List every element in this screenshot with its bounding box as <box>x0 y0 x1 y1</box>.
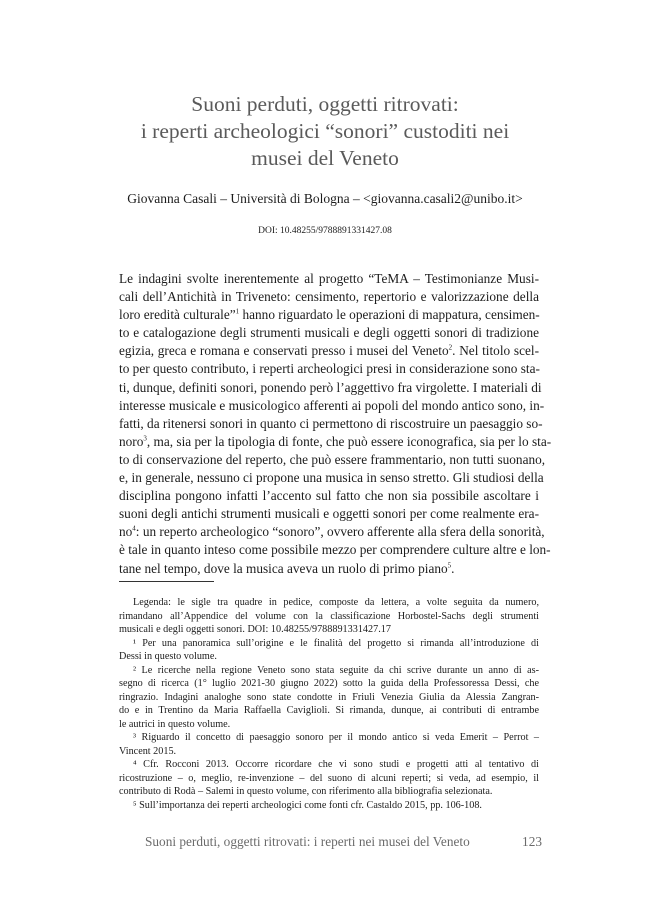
body-line-text: hanno riguardato le operazioni di mappatura, censimen- <box>239 307 540 323</box>
body-line-text: loro eredità culturale” <box>119 307 236 323</box>
body-line <box>119 360 539 378</box>
body-line <box>119 270 539 288</box>
footnote-separator <box>119 581 214 582</box>
body-line <box>119 415 543 433</box>
footnote-reference[interactable]: 3 <box>143 434 147 443</box>
body-line-text: tane nel tempo, dove la musica aveva un ruolo di primo piano <box>119 560 448 576</box>
footnote-line: contributo di Rodà – Salemi in questo volume, con riferimento alla bibliografia selezionata. <box>119 786 493 797</box>
body-line-text: è tale in quanto inteso come possibile mezzo per comprendere culture altre e lon- <box>119 542 551 558</box>
body-line <box>119 523 545 541</box>
footnote-line: rimandano all’Appendice del volume con la classificazione Horbostel-Sachs degli strumenti <box>119 610 539 622</box>
body-line-text: , ma, sia per la tipologia di fonte, che può essere iconografica, sia per lo sta- <box>146 433 552 449</box>
body-line-text: to e catalogazione degli strumenti musicali e degli oggetti sonori di tradizione <box>119 325 539 341</box>
body-line-text: e, in generale, nessuno ci propone una musica in senso stretto. Gli studiosi della <box>119 470 544 486</box>
body-line <box>119 541 551 559</box>
body-line <box>119 451 546 469</box>
body-line-text: : un reperto archeologico “sonoro”, ovvero afferente alla sfera della sonorità, <box>135 524 545 540</box>
title-line: musei del Veneto <box>251 146 399 170</box>
body-paragraph <box>119 270 552 578</box>
body-line-text: no <box>119 524 133 540</box>
running-head: Suoni perduti, oggetti ritrovati: i reperti nei musei del Veneto <box>145 834 470 849</box>
body-line-text: ti, dunque, definiti sonori, ponendo però l’aggettivo fra virgolette. I materiali di <box>119 379 542 395</box>
footnote-line: ringrazio. Indagini analoghe sono state condotte in Friuli Venezia Giulia da Alessia Zangran- <box>119 691 539 703</box>
body-line-text: disciplina pongono infatti l’accento sul fatto che non sia possibile ascoltare i <box>119 488 539 504</box>
footnote-line: ² Le ricerche nella regione Veneto sono stata seguite da chi scrive durante un anno di as- <box>133 664 539 676</box>
footnotes <box>119 596 539 812</box>
title-line: Suoni perduti, oggetti ritrovati: <box>191 92 459 116</box>
body-line <box>119 560 539 578</box>
body-line <box>119 342 539 360</box>
body-line <box>119 288 539 306</box>
footnote-line: do e in Trentino da Maria Raffaella Caviglioli. Si rimanda, dunque, ai contributi di entrambe <box>119 705 539 716</box>
body-line-text: egizia, greca e romana e conservati presso i musei del Veneto <box>119 343 449 359</box>
body-line <box>119 324 539 342</box>
body-line-text: Le indagini svolte inerentemente al progetto “TeMA – Testimonianze Musi- <box>119 271 539 286</box>
footnote-line: Vincent 2015. <box>119 745 177 757</box>
body-line-text: fatti, da ritenersi sonori in quanto ci permettono di riscostruire un paesaggio so- <box>119 415 543 431</box>
footnote-line: ³ Riguardo il concetto di paesaggio sonoro per il mondo antico si veda Emerit – Perrot – <box>133 732 539 743</box>
footnote-reference[interactable]: 4 <box>132 524 136 533</box>
body-line-text: cali dell’Antichità in Triveneto: censimento, repertorio e valorizzazione della <box>119 289 539 305</box>
body-line <box>119 433 552 451</box>
footnote-line: ricostruzione – o, meglio, re-invenzione – del suono di alcuni reperti; si veda, ad esempio, il <box>119 772 539 784</box>
footnote-line: ¹ Per una panoramica sull’origine e le finalità del progetto si rimanda all’introduzione di <box>133 637 539 649</box>
footnote-line: Legenda: le sigle tra quadre in pedice, composte da lettera, a volte seguita da numero, <box>133 597 539 608</box>
body-line <box>119 306 539 324</box>
footnote-line: musicali e degli oggetti sonori. DOI: 10.48255/9788891331427.17 <box>119 624 391 635</box>
footnote-reference[interactable]: 1 <box>235 307 240 316</box>
body-line <box>119 379 542 397</box>
body-line-text: noro <box>119 433 144 449</box>
footnote-line: Dessi in questo volume. <box>119 651 217 662</box>
body-line-text: to per questo contributo, i reperti archeologici presi in considerazione sono sta- <box>119 361 540 377</box>
footnote-line: ⁵ Sull’importanza dei reperti archeologici come fonti cfr. Castaldo 2015, pp. 106-108. <box>133 799 482 811</box>
footnote-line: ⁴ Cfr. Rocconi 2013. Occorre ricordare che vi sono studi e progetti atti al tentativo di <box>133 759 539 770</box>
body-line <box>119 469 544 487</box>
body-line-text: suoni degli antichi strumenti musicali e oggetti sonori per come realmente era- <box>119 506 539 522</box>
footnote-line: segno di ricerca (1° luglio 2021-30 giugno 2022) sotto la guida della Professoressa Dessi, che <box>119 678 539 689</box>
title-line: i reperti archeologici “sonori” custoditi nei <box>140 119 510 143</box>
article-title <box>100 91 550 172</box>
body-line-text: . Nel titolo scel- <box>452 343 539 359</box>
page-number: 123 <box>522 834 542 849</box>
body-line-text: interesse musicale e musicologico afferenti ai popoli del mondo antico sono, in- <box>119 397 545 413</box>
body-line-text: to di conservazione del reperto, che può essere frammentario, non tutti suonano, <box>119 451 546 467</box>
footnote-line: le autrici in questo volume. <box>119 718 231 730</box>
footnote-reference[interactable]: 5 <box>447 561 452 570</box>
body-line <box>119 487 539 505</box>
body-line <box>119 505 539 523</box>
body-line-text: . <box>451 560 455 576</box>
footnote-reference[interactable]: 2 <box>448 343 453 352</box>
doi: DOI: 10.48255/9788891331427.08 <box>258 226 392 236</box>
body-line <box>119 397 545 415</box>
author-line: Giovanna Casali – Università di Bologna – <giovanna.casali2@unibo.it> <box>127 191 523 206</box>
